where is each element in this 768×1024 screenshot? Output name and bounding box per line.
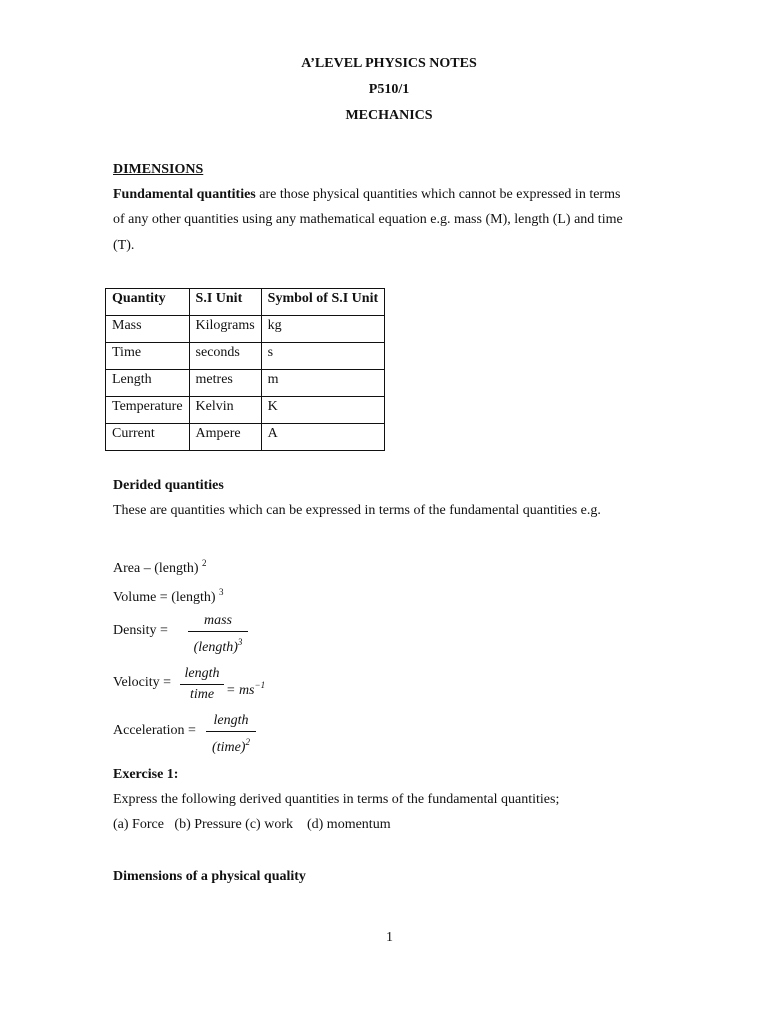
exercise-instruction: Express the following derived quantities in terms of the fundamental quantities; (113, 792, 560, 807)
table-cell: A (261, 424, 384, 451)
volume-exponent: 3 (219, 587, 224, 597)
dimensions-heading: DIMENSIONS (113, 162, 204, 177)
velocity-numerator: length (184, 666, 220, 681)
table-cell: Kelvin (189, 397, 261, 424)
area-exponent: 2 (202, 558, 207, 568)
next-section-heading: Dimensions of a physical quality (113, 869, 306, 884)
table-cell: Length (106, 370, 190, 397)
table-cell: kg (261, 316, 384, 343)
density-denominator-wrap (188, 632, 248, 658)
velocity-label: Velocity = (113, 675, 172, 690)
fundamental-paragraph-line3: (T). (113, 238, 135, 253)
paper-code: P510/1 (368, 82, 410, 97)
exercise-heading: Exercise 1: (113, 767, 179, 782)
table-cell: Mass (106, 316, 190, 343)
acceleration-numerator: length (213, 713, 249, 728)
table-header-cell: Symbol of S.I Unit (261, 289, 384, 316)
acceleration-denominator-wrap (206, 732, 256, 758)
table-header-cell: Quantity (106, 289, 190, 316)
table-cell: Kilograms (189, 316, 261, 343)
page-number: 1 (386, 930, 393, 945)
velocity-fraction (180, 664, 224, 705)
table-row (106, 316, 385, 343)
density-fraction (188, 611, 248, 658)
table-cell: Current (106, 424, 190, 451)
acceleration-denominator: (time) (212, 740, 246, 755)
table-row (106, 370, 385, 397)
acceleration-label: Acceleration = (113, 723, 196, 738)
table-row (106, 343, 385, 370)
density-denominator: (length) (193, 640, 238, 655)
density-exponent: 3 (237, 637, 243, 647)
table-cell: Temperature (106, 397, 190, 424)
volume-formula (113, 582, 224, 608)
table-header-row (106, 289, 385, 316)
derived-heading: Derided quantities (113, 478, 224, 493)
table-row (106, 424, 385, 451)
exercise-items: (a) Force (b) Pressure (c) work (d) momentum (113, 817, 391, 832)
acceleration-fraction (206, 711, 256, 758)
table-cell: metres (189, 370, 261, 397)
fundamental-text-1: are those physical quantities which cannot be expressed in terms (255, 187, 621, 202)
table-header-cell: S.I Unit (189, 289, 261, 316)
si-units-table (105, 288, 385, 451)
table-cell: Ampere (189, 424, 261, 451)
table-cell: m (261, 370, 384, 397)
document-title: A’LEVEL PHYSICS NOTES (301, 56, 477, 71)
table-cell: seconds (189, 343, 261, 370)
area-formula (113, 553, 207, 579)
table-cell: Time (106, 343, 190, 370)
volume-text: Volume = (length) (113, 590, 216, 605)
density-numerator: mass (203, 613, 232, 628)
fundamental-term: Fundamental quantities (113, 187, 256, 202)
table-cell: s (261, 343, 384, 370)
subject-title: MECHANICS (345, 108, 433, 123)
fundamental-paragraph-line2: of any other quantities using any mathematical equation e.g. mass (M), length (L) and time (113, 212, 623, 227)
fundamental-paragraph-line1 (113, 185, 620, 205)
acceleration-exponent: 2 (245, 737, 250, 747)
derived-intro: These are quantities which can be expressed in terms of the fundamental quantities e.g. (113, 503, 601, 518)
velocity-unit-text: = ms (226, 683, 255, 698)
velocity-denominator: time (189, 687, 215, 702)
velocity-unit (226, 675, 265, 701)
table-row (106, 397, 385, 424)
area-text: Area – (length) (113, 561, 199, 576)
density-label: Density = (113, 623, 168, 638)
velocity-unit-exponent: −1 (254, 680, 266, 690)
table-cell: K (261, 397, 384, 424)
